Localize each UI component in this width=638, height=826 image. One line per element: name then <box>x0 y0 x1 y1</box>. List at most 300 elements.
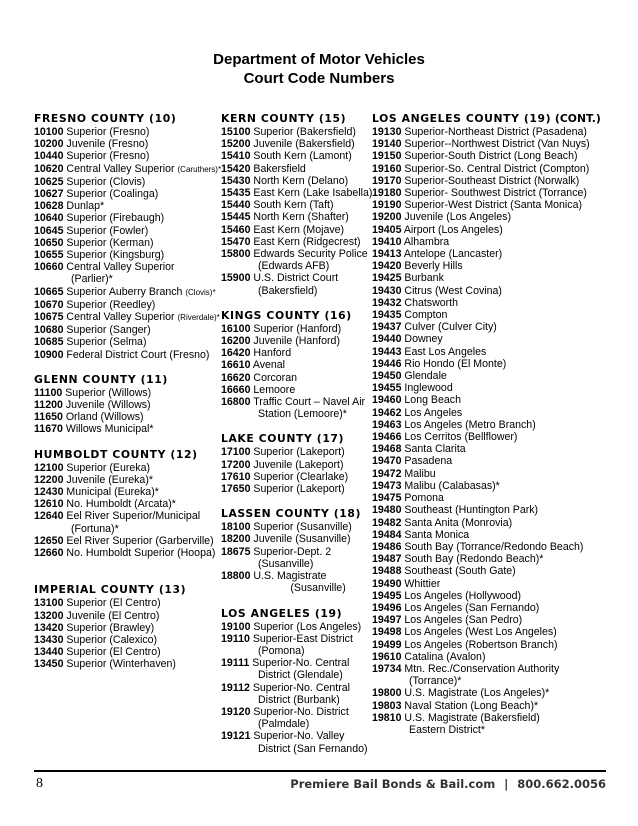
court-code: 18200 <box>221 533 251 546</box>
court-entry <box>221 570 371 594</box>
court-entry <box>221 224 371 236</box>
court-entry <box>34 634 224 646</box>
court-code: 10660 <box>34 261 64 274</box>
court-code: 19463 <box>372 418 402 431</box>
court-entry <box>34 188 224 200</box>
court-name: Superior (El Centro) <box>63 597 161 610</box>
court-code: 19462 <box>372 406 402 419</box>
court-name: Alhambra <box>401 235 450 248</box>
court-entry <box>221 248 371 272</box>
court-name-continued: District (Glendale) <box>258 669 343 682</box>
court-entry <box>221 272 371 296</box>
court-entry <box>372 517 632 529</box>
county-header-text: LASSEN COUNTY (18) <box>221 507 362 521</box>
court-code: 10625 <box>34 175 64 188</box>
court-code: 16800 <box>221 396 251 409</box>
court-entry <box>372 187 632 199</box>
court-entry <box>34 200 224 212</box>
court-code: 19497 <box>372 614 402 627</box>
court-code: 15800 <box>221 248 251 261</box>
court-name-continued: (Fortuna)* <box>71 522 119 535</box>
court-name: Juvenile (Los Angeles) <box>401 211 512 224</box>
court-entry <box>372 431 632 443</box>
court-entry <box>34 212 224 224</box>
court-entry <box>372 541 632 553</box>
court-code: 12640 <box>34 510 64 523</box>
court-entry <box>372 138 632 150</box>
court-entry <box>34 423 224 435</box>
column-right <box>372 112 632 736</box>
court-entry <box>372 297 632 309</box>
court-entry <box>34 498 224 510</box>
court-name: Superior (Brawley) <box>63 621 155 634</box>
court-entry <box>372 590 632 602</box>
court-entry <box>34 399 224 411</box>
court-code: 19498 <box>372 626 402 639</box>
court-name-continued: (Bakersfield) <box>258 284 318 297</box>
court-entry <box>34 547 224 559</box>
court-code: 15460 <box>221 223 251 236</box>
court-code: 13420 <box>34 621 64 634</box>
court-code: 12200 <box>34 473 64 486</box>
court-name: Superior-No. District <box>250 705 349 718</box>
court-code: 13430 <box>34 633 64 646</box>
court-name: Chatsworth <box>401 296 458 309</box>
court-name: Los Angeles (Metro Branch) <box>401 418 536 431</box>
court-code: 10620 <box>34 162 64 175</box>
court-name: Central Valley Superior <box>63 261 175 274</box>
court-name: Orland (Willows) <box>62 411 144 424</box>
court-entry <box>372 639 632 651</box>
court-code: 16100 <box>221 322 251 335</box>
court-code: 16620 <box>221 371 251 384</box>
court-code: 10100 <box>34 126 64 138</box>
court-code: 12100 <box>34 461 64 474</box>
court-entry <box>372 663 632 687</box>
court-name: Juvenile (Hanford) <box>250 335 340 348</box>
court-name: Culver (Culver City) <box>401 321 497 334</box>
court-entry <box>221 138 371 150</box>
court-entry <box>372 321 632 333</box>
court-name: Superior-So. Central District (Compton) <box>401 162 590 175</box>
court-code: 19488 <box>372 565 402 578</box>
county-header-cont: (CONT.) <box>551 112 601 125</box>
court-code: 18100 <box>221 521 251 534</box>
court-name: Santa Anita (Monrovia) <box>401 516 513 529</box>
court-name: Edwards Security Police <box>250 248 368 261</box>
court-code: 19446 <box>372 357 402 370</box>
court-name: Superior-No. Central <box>249 657 350 670</box>
court-code: 10640 <box>34 212 64 225</box>
court-name: Pomona <box>401 492 444 505</box>
court-name: Downey <box>401 333 443 346</box>
court-entry <box>221 396 371 420</box>
court-entry <box>34 150 224 162</box>
court-name: Hanford <box>250 347 292 360</box>
court-name: Superior-East District <box>249 632 353 645</box>
court-entry <box>221 483 371 495</box>
court-name: Superior- Southwest District (Torrance) <box>401 187 587 200</box>
court-code: 18800 <box>221 570 251 583</box>
section-spacer <box>34 361 224 373</box>
section-spacer <box>34 436 224 448</box>
court-code: 19120 <box>221 705 251 718</box>
court-entry <box>372 309 632 321</box>
court-entry <box>372 687 632 699</box>
court-name: Superior (Bakersfield) <box>250 126 356 138</box>
court-code: 11100 <box>34 386 63 399</box>
court-name: Antelope (Lancaster) <box>401 248 503 261</box>
footer-contact <box>290 777 606 791</box>
court-code: 19803 <box>372 699 402 712</box>
court-entry <box>34 411 224 423</box>
court-code: 19484 <box>372 528 402 541</box>
court-entry <box>34 646 224 658</box>
court-code: 11200 <box>34 399 63 412</box>
court-code: 19468 <box>372 443 402 456</box>
court-entry <box>221 521 371 533</box>
court-entry <box>372 553 632 565</box>
court-entry <box>34 535 224 547</box>
court-name-continued: Eastern District* <box>409 723 485 736</box>
court-code: 19140 <box>372 138 402 151</box>
court-name: Los Angeles <box>401 406 463 419</box>
county-header <box>221 309 371 323</box>
court-name-continued: (Palmdale) <box>258 718 310 731</box>
court-code: 19425 <box>372 272 402 285</box>
court-code: 19160 <box>372 162 402 175</box>
court-code: 12610 <box>34 498 64 511</box>
court-name-continued: District (San Fernando) <box>258 742 368 755</box>
court-name: Superior-No. Valley <box>250 730 345 743</box>
court-code: 10200 <box>34 138 64 151</box>
court-name: Mtn. Rec./Conservation Authority <box>401 662 560 675</box>
court-entry <box>34 286 224 299</box>
court-entry <box>34 163 224 176</box>
court-code: 15440 <box>221 199 251 212</box>
court-code: 19110 <box>221 632 250 645</box>
court-code: 15200 <box>221 138 251 151</box>
court-code: 19437 <box>372 321 402 334</box>
court-name-continued: (Edwards AFB) <box>258 260 330 273</box>
court-entry <box>34 299 224 311</box>
court-entry <box>221 546 371 570</box>
court-code: 19111 <box>221 657 250 670</box>
court-entry <box>372 175 632 187</box>
court-entry <box>221 682 371 706</box>
document-title: Department of Motor Vehicles <box>213 51 425 68</box>
county-header <box>34 583 224 597</box>
court-entry <box>34 610 224 622</box>
court-code: 10680 <box>34 324 64 337</box>
court-name-continued: (Susanville) <box>258 582 346 595</box>
court-code: 15470 <box>221 235 251 248</box>
court-name: Juvenile (Susanville) <box>250 533 351 546</box>
court-entry <box>372 480 632 492</box>
court-entry <box>34 486 224 498</box>
court-code: 15445 <box>221 211 251 224</box>
court-entry <box>221 236 371 248</box>
court-name: Los Angeles (San Pedro) <box>401 614 523 627</box>
court-entry <box>34 176 224 188</box>
court-code: 11650 <box>34 411 63 424</box>
footer-rule <box>34 770 606 772</box>
court-code: 19435 <box>372 309 402 322</box>
court-name: Juvenile (El Centro) <box>63 609 160 622</box>
court-name: Central Valley Superior <box>63 162 178 175</box>
section-spacer <box>221 495 371 507</box>
court-name: Compton <box>401 309 448 322</box>
footer-company: Premiere Bail Bonds & Bail.com <box>290 777 496 791</box>
court-entry <box>34 261 224 285</box>
court-location-note: (Clovis)* <box>185 287 216 297</box>
court-entry <box>372 578 632 590</box>
court-entry <box>372 419 632 431</box>
county-header-text: KERN COUNTY (15) <box>221 112 347 125</box>
court-code: 19130 <box>372 126 402 138</box>
county-header-text: GLENN COUNTY (11) <box>34 372 168 386</box>
court-code: 19112 <box>221 681 250 694</box>
court-name: Eel River Superior/Municipal <box>63 510 201 523</box>
court-code: 19150 <box>372 150 402 163</box>
county-header-text: LOS ANGELES (19) <box>221 606 343 620</box>
court-entry <box>221 730 371 754</box>
court-entry <box>221 459 371 471</box>
court-code: 10670 <box>34 298 64 311</box>
court-name: Willows Municipal* <box>62 423 154 436</box>
court-entry <box>34 387 224 399</box>
court-name: Southeast (South Gate) <box>401 565 516 578</box>
court-code: 10440 <box>34 150 64 163</box>
court-entry <box>221 335 371 347</box>
court-name: Glendale <box>401 370 447 383</box>
court-code: 19495 <box>372 589 402 602</box>
court-name: Superior (Reedley) <box>63 298 156 311</box>
court-entry <box>372 712 632 736</box>
county-header-text: KINGS COUNTY (16) <box>221 308 352 322</box>
court-entry <box>372 236 632 248</box>
section-spacer <box>221 297 371 309</box>
court-name: Santa Monica <box>401 528 470 541</box>
court-entry <box>372 163 632 175</box>
court-code: 19610 <box>372 650 402 663</box>
court-entry <box>34 622 224 634</box>
court-code: 19420 <box>372 260 402 273</box>
court-entry <box>34 349 224 361</box>
court-entry <box>372 285 632 297</box>
court-name: Malibu <box>401 467 436 480</box>
court-name: Superior (Calexico) <box>63 633 158 646</box>
court-code: 13440 <box>34 646 64 659</box>
county-header <box>221 607 371 621</box>
court-name: Rio Hondo (El Monte) <box>401 357 507 370</box>
court-name: East Kern (Ridgecrest) <box>250 235 361 248</box>
court-name: South Bay (Torrance/Redondo Beach) <box>401 540 584 553</box>
court-entry <box>372 468 632 480</box>
court-name: Naval Station (Long Beach)* <box>401 699 539 712</box>
court-entry <box>34 237 224 249</box>
court-code: 19443 <box>372 345 402 358</box>
court-entry <box>372 358 632 370</box>
court-name: U.S. Magistrate (Los Angeles)* <box>401 687 550 700</box>
court-entry <box>221 175 371 187</box>
court-code: 19472 <box>372 467 402 480</box>
court-code: 15100 <box>221 126 251 138</box>
court-code: 19450 <box>372 370 402 383</box>
court-code: 10665 <box>34 285 64 298</box>
court-name: Superior (Coalinga) <box>63 188 159 201</box>
court-name-continued: (Susanville) <box>258 557 314 570</box>
court-entry <box>372 602 632 614</box>
court-name: Superior (Susanville) <box>250 521 352 534</box>
court-entry <box>372 346 632 358</box>
court-name: Superior (Kingsburg) <box>63 249 165 262</box>
court-entry <box>34 324 224 336</box>
court-entry <box>221 633 371 657</box>
court-name: Dunlap* <box>63 200 105 213</box>
court-entry <box>372 565 632 577</box>
court-code: 10675 <box>34 311 64 324</box>
court-entry <box>372 224 632 236</box>
court-entry <box>372 211 632 223</box>
court-entry <box>221 657 371 681</box>
court-entry <box>221 187 371 199</box>
court-entry <box>372 333 632 345</box>
court-entry <box>221 533 371 545</box>
court-code: 17650 <box>221 483 251 496</box>
court-code: 19460 <box>372 394 402 407</box>
court-entry <box>34 658 224 670</box>
court-code: 19121 <box>221 730 251 743</box>
court-code: 19499 <box>372 638 402 651</box>
court-entry <box>372 272 632 284</box>
court-name: Federal District Court (Fresno) <box>63 348 210 361</box>
court-name: Superior-Northeast District (Pasadena) <box>401 126 587 138</box>
county-header-text: HUMBOLDT COUNTY (12) <box>34 447 198 461</box>
court-name: Superior--Northwest District (Van Nuys) <box>401 138 590 151</box>
court-code: 15430 <box>221 174 251 187</box>
court-code: 19466 <box>372 431 402 444</box>
court-name: Superior-Dept. 2 <box>250 545 332 558</box>
court-code: 19455 <box>372 382 402 395</box>
court-name: Los Angeles (San Fernando) <box>401 601 540 614</box>
court-name: Traffic Court – Navel Air <box>250 396 366 409</box>
court-location-note: (Caruthers)* <box>177 164 222 174</box>
court-entry <box>34 138 224 150</box>
court-entry <box>221 150 371 162</box>
court-code: 19470 <box>372 455 402 468</box>
court-code: 19413 <box>372 248 402 261</box>
court-location-note: (Riverdale)* <box>177 313 220 323</box>
county-header <box>221 507 371 521</box>
court-code: 19490 <box>372 577 402 590</box>
county-header <box>34 448 224 462</box>
county-header-text: LOS ANGELES COUNTY (19) <box>372 112 552 125</box>
court-code: 16610 <box>221 359 251 372</box>
court-code: 15900 <box>221 272 251 285</box>
court-name: East Kern (Mojave) <box>250 223 345 236</box>
court-code: 19496 <box>372 601 402 614</box>
court-entry <box>372 126 632 138</box>
court-code: 19473 <box>372 479 402 492</box>
section-spacer <box>34 571 224 583</box>
court-entry <box>221 163 371 175</box>
court-entry <box>34 510 224 534</box>
column-middle <box>221 112 371 755</box>
footer-phone: 800.662.0056 <box>517 777 606 791</box>
court-code: 10628 <box>34 200 64 213</box>
court-name: Pasadena <box>401 455 453 468</box>
court-code: 19810 <box>372 711 402 724</box>
court-code: 19432 <box>372 296 402 309</box>
county-header <box>372 112 632 126</box>
court-entry <box>221 446 371 458</box>
court-entry <box>372 626 632 638</box>
court-name: Juvenile (Fresno) <box>63 138 149 151</box>
court-name: Municipal (Eureka)* <box>63 486 159 499</box>
court-name: Superior (Clearlake) <box>250 470 349 483</box>
county-header <box>221 112 371 126</box>
court-code: 19487 <box>372 553 402 566</box>
court-entry <box>221 384 371 396</box>
court-name: Los Angeles (West Los Angeles) <box>401 626 557 639</box>
court-code: 19170 <box>372 174 402 187</box>
court-entry <box>372 407 632 419</box>
court-code: 10900 <box>34 348 64 361</box>
county-header <box>34 373 224 387</box>
court-code: 19100 <box>221 620 251 633</box>
court-name: Superior Auberry Branch <box>63 285 186 298</box>
court-entry <box>372 455 632 467</box>
court-name: Superior-Southeast District (Norwalk) <box>401 174 580 187</box>
court-name: Burbank <box>401 272 444 285</box>
court-name: Airport (Los Angeles) <box>401 223 503 236</box>
court-name: Superior (Fowler) <box>63 224 149 237</box>
court-name: South Kern (Lamont) <box>250 150 352 163</box>
court-name: Superior (Winterhaven) <box>63 658 176 671</box>
court-code: 15420 <box>221 162 251 175</box>
court-name: Inglewood <box>401 382 453 395</box>
county-header <box>221 432 371 446</box>
court-entry <box>34 597 224 609</box>
court-code: 19430 <box>372 284 402 297</box>
court-name: Juvenile (Eureka)* <box>63 473 153 486</box>
court-name: South Bay (Redondo Beach)* <box>401 553 544 566</box>
court-code: 16420 <box>221 347 251 360</box>
court-entry <box>372 651 632 663</box>
court-entry <box>372 700 632 712</box>
court-name: Superior-West District (Santa Monica) <box>401 199 583 212</box>
court-entry <box>34 336 224 348</box>
court-name: Superior (Clovis) <box>63 175 146 188</box>
court-name: Superior (Willows) <box>62 386 152 399</box>
court-code: 19800 <box>372 687 402 700</box>
court-code: 19440 <box>372 333 402 346</box>
court-name: Bakersfield <box>250 162 306 175</box>
court-code: 10627 <box>34 188 64 201</box>
section-spacer <box>221 595 371 607</box>
court-entry <box>34 225 224 237</box>
court-entry <box>372 382 632 394</box>
court-code: 19475 <box>372 492 402 505</box>
court-entry <box>221 199 371 211</box>
county-header-text: LAKE COUNTY (17) <box>221 432 345 446</box>
court-code: 19410 <box>372 235 402 248</box>
court-entry <box>372 150 632 162</box>
court-entry <box>221 211 371 223</box>
county-header <box>34 112 224 126</box>
court-name: Los Angeles (Robertson Branch) <box>401 638 558 651</box>
